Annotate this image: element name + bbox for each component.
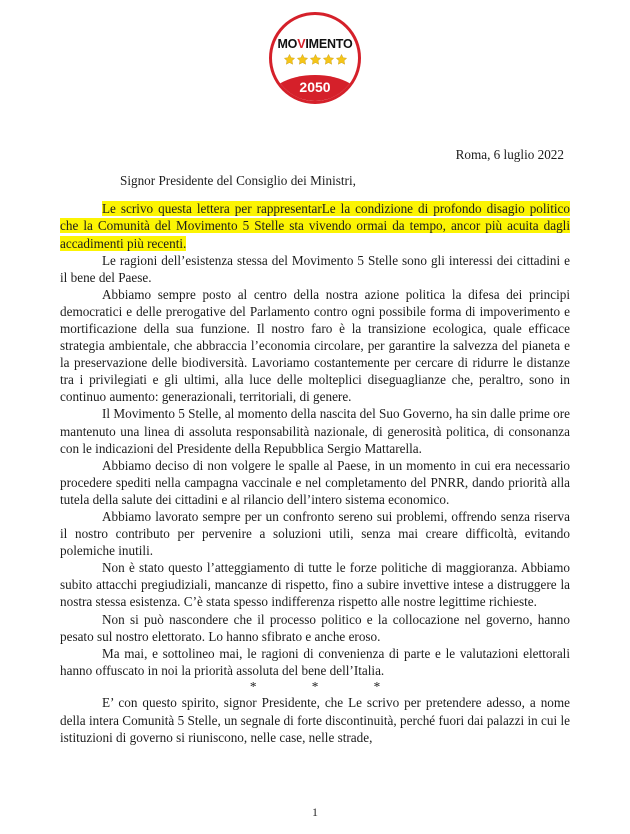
- logo-year: 2050: [299, 79, 331, 95]
- letter-body: [60, 146, 570, 746]
- logo-year-band: [269, 75, 361, 104]
- page-number: 1: [312, 805, 318, 819]
- star-icon: [322, 53, 335, 66]
- paragraph: Non si può nascondere che il processo politico e la collocazione nel governo, hanno pesato sul nostro elettorato. Lo hanno sfibrato e anche eroso.: [60, 611, 570, 644]
- logo-wordmark-before: MO: [277, 37, 298, 51]
- closing-paragraph: E’ con questo spirito, signor Presidente, che Le scrivo per pretendere adesso, a nome della intera Comunità 5 Stelle, un segnale di forte discontinuità, perché fuori dai palazzi in cui le istituzioni di governo si riuniscono, nelle case, nelle strade,: [60, 695, 570, 745]
- star-icon: [335, 53, 348, 66]
- star-icon: [283, 53, 296, 66]
- letter-salutation: Signor Presidente del Consiglio dei Ministri,: [120, 173, 356, 189]
- star-icon: [296, 53, 309, 66]
- paragraph: Non è stato questo l’atteggiamento di tutte le forze politiche di maggioranza. Abbiamo subito attacchi pregiudiziali, mancanze di rispetto, fino a subire invettive intese a distruggere la nostra stessa esistenza. C’è stata spesso indifferenza rispetto alle nostre legittime richieste.: [60, 560, 570, 610]
- paragraph: Abbiamo sempre posto al centro della nostra azione politica la difesa dei principi democratici e delle prerogative del Parlamento contro ogni possibile forma di impoverimento e mortificazione della sua funzione. Il nostro faro è la transizione ecologica, quale efficace strategia ambientale, che abbraccia l’economia circolare, per garantire la salvezza del pianeta e la preservazione delle biodiversità. Lavoriamo costantemente per cercare di ridurre le distanze tra i privilegiati e gli ultimi, alla luce delle molteplici diseguaglianze che, peraltro, sono in continuo aumento: generazionali, territoriali, di genere.: [60, 286, 570, 405]
- paragraph: Il Movimento 5 Stelle, al momento della nascita del Suo Governo, ha sin dalle prime ore mantenuto una linea di assoluta responsabilità nazionale, di generosità politica, di consonanza con le indicazioni del Presidente della Repubblica Sergio Mattarella.: [60, 406, 570, 456]
- logo-stars: [283, 53, 348, 66]
- paragraph: Abbiamo deciso di non volgere le spalle al Paese, in un momento in cui era necessario procedere spediti nella campagna vaccinale e nel completamento del PNRR, dando priorità alla tutela della salute dei cittadini e al rilancio dell’intero sistema economico.: [60, 457, 570, 507]
- star-icon: [309, 53, 322, 66]
- section-separator: * * *: [249, 678, 407, 694]
- logo-wordmark: [277, 38, 352, 51]
- paragraph: Ma mai, e sottolineo mai, le ragioni di convenienza di parte e le valutazioni elettorali hanno offuscato in noi la priorità assoluta del bene dell’Italia.: [60, 645, 570, 678]
- logo-wordmark-accent: V: [297, 37, 306, 51]
- highlight-mark: Le scrivo questa lettera per rappresentarLe la condizione di profondo disagio politico che la Comunità del Movimento 5 Stelle sta vivendo ormai da tempo, ancor più acuita dagli accadimenti più recenti.: [60, 201, 570, 251]
- letterhead: [60, 0, 570, 108]
- highlighted-paragraph: [60, 200, 570, 251]
- paragraph: Le ragioni dell’esistenza stessa del Movimento 5 Stelle sono gli interessi dei cittadini e il bene del Paese.: [60, 252, 570, 285]
- letter-date: Roma, 6 luglio 2022: [455, 147, 564, 162]
- paragraph: Abbiamo lavorato sempre per un confronto sereno sui problemi, offrendo senza riserva il nostro contributo per pervenire a soluzioni utili, senza mai creare difficoltà, evitando polemiche inutili.: [60, 509, 570, 559]
- m5s-logo-icon: [269, 12, 361, 104]
- logo-wordmark-after: IMENTO: [305, 37, 353, 51]
